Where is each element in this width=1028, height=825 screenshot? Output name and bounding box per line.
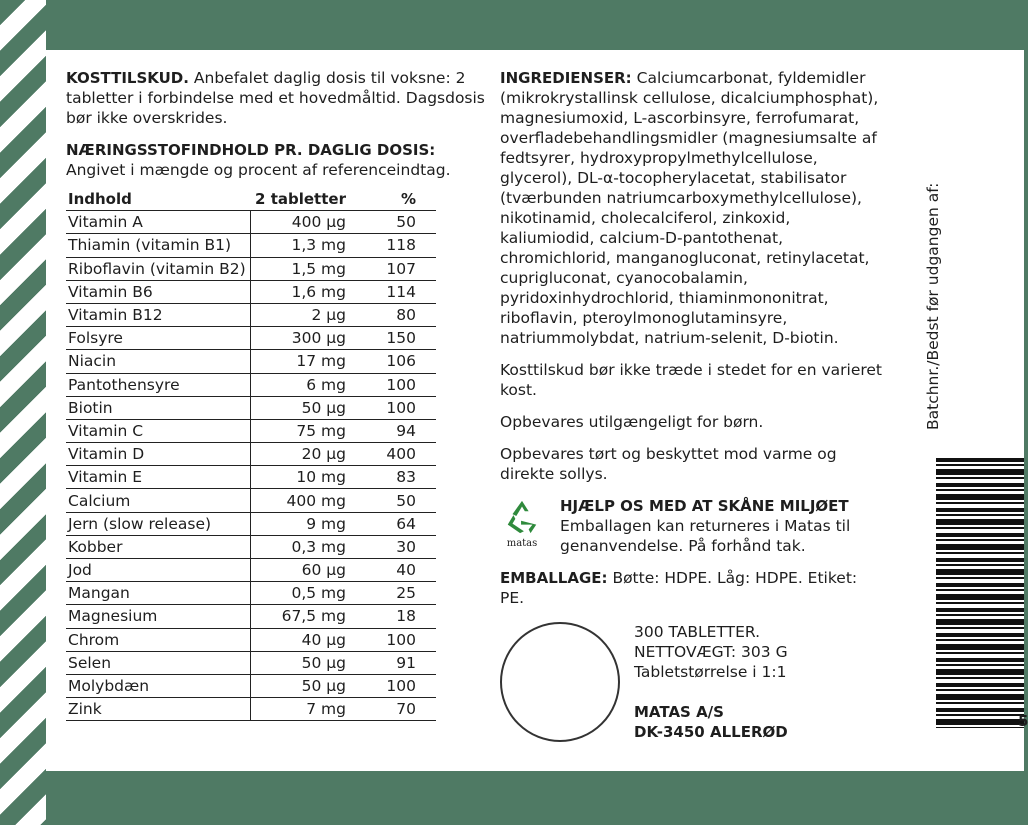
recycle-text-block bbox=[560, 496, 880, 556]
nutrient-amount: 10 mg bbox=[251, 466, 352, 489]
company-address: DK-3450 ALLERØD bbox=[634, 723, 788, 741]
barcode-digit: 5 bbox=[1018, 712, 1028, 730]
nutrient-amount: 75 mg bbox=[251, 419, 352, 442]
warning-children: Opbevares utilgængeligt for børn. bbox=[500, 413, 764, 431]
tablet-info bbox=[634, 622, 788, 682]
ingredients-heading: INGREDIENSER: bbox=[500, 69, 632, 87]
nutrient-name: Molybdæn bbox=[66, 674, 251, 697]
nutrient-amount: 50 µg bbox=[251, 396, 352, 419]
nutrient-name: Chrom bbox=[66, 628, 251, 651]
recycle-icon bbox=[503, 498, 541, 536]
nutrient-name: Folsyre bbox=[66, 327, 251, 350]
nutrient-name: Biotin bbox=[66, 396, 251, 419]
table-row bbox=[66, 582, 436, 605]
table-row bbox=[66, 466, 436, 489]
nutrient-percent: 100 bbox=[352, 628, 436, 651]
nutrient-percent: 94 bbox=[352, 419, 436, 442]
nutrient-percent: 91 bbox=[352, 651, 436, 674]
table-row bbox=[66, 211, 436, 234]
table-row bbox=[66, 327, 436, 350]
nutrient-amount: 400 mg bbox=[251, 489, 352, 512]
table-row bbox=[66, 419, 436, 442]
nutrient-amount: 1,5 mg bbox=[251, 257, 352, 280]
nutrient-name: Jod bbox=[66, 559, 251, 582]
table-row bbox=[66, 350, 436, 373]
company-name: MATAS A/S bbox=[634, 703, 724, 721]
nutrient-amount: 2 µg bbox=[251, 303, 352, 326]
nutrient-percent: 25 bbox=[352, 582, 436, 605]
nutrient-amount: 6 mg bbox=[251, 373, 352, 396]
header-content: Indhold bbox=[66, 188, 251, 211]
nutrient-name: Riboflavin (vitamin B2) bbox=[66, 257, 251, 280]
packaging-text: Bøtte: HDPE. Låg: HDPE. Etiket: PE. bbox=[500, 569, 858, 607]
nutrient-name: Selen bbox=[66, 651, 251, 674]
nutrient-amount: 67,5 mg bbox=[251, 605, 352, 628]
nutrient-name: Jern (slow release) bbox=[66, 512, 251, 535]
nutrient-percent: 400 bbox=[352, 443, 436, 466]
nutrient-amount: 0,3 mg bbox=[251, 535, 352, 558]
table-row bbox=[66, 651, 436, 674]
header-percent: % bbox=[352, 188, 436, 211]
table-row bbox=[66, 489, 436, 512]
recycle-logo bbox=[500, 498, 544, 554]
product-label bbox=[46, 50, 1028, 771]
table-row bbox=[66, 303, 436, 326]
nutrient-amount: 20 µg bbox=[251, 443, 352, 466]
nutrient-name: Magnesium bbox=[66, 605, 251, 628]
nutrient-name: Vitamin D bbox=[66, 443, 251, 466]
nutrient-subheading: Angivet i mængde og procent af referenceindtag. bbox=[66, 161, 451, 179]
ingredients-paragraph bbox=[500, 68, 882, 348]
nutrient-amount: 40 µg bbox=[251, 628, 352, 651]
nutrient-amount: 0,5 mg bbox=[251, 582, 352, 605]
left-column bbox=[66, 68, 486, 721]
nutrient-amount: 1,6 mg bbox=[251, 280, 352, 303]
nutrient-name: Vitamin E bbox=[66, 466, 251, 489]
nutrient-percent: 83 bbox=[352, 466, 436, 489]
matas-logo-text: matas bbox=[506, 538, 538, 549]
table-row bbox=[66, 396, 436, 419]
table-row bbox=[66, 628, 436, 651]
nutrient-table-body bbox=[66, 211, 436, 721]
ingredients-text: Calciumcarbonat, fyldemidler (mikrokrystallinsk cellulose, dicalciumphosphat), magnesiumoxid, L-ascorbinsyre, ferrofumarat, overfladebehandlingsmidler (magnesiumsalte af fedtsyrer, hydroxypropylmethylcellulose, glycerol), DL-α-tocopherylacetat, stabilisator (tværbunden natriumcarboxymethylcellulose), nikotinamid, cholecalciferol, zinkoxid, kaliumiodid, calcium-D-pantothenat, chromichlorid, manganogluconat, retinylacetat, cuprigluconat, cyanocobalamin, pyridoxinhydrochlorid, thiaminmononitrat, riboflavin, pteroylmonoglutaminsyre, natriummolybdat, natrium-selenit, D-biotin. bbox=[500, 69, 879, 347]
nutrient-percent: 40 bbox=[352, 559, 436, 582]
nutrient-percent: 50 bbox=[352, 489, 436, 512]
nutrient-amount: 400 µg bbox=[251, 211, 352, 234]
intro-paragraph bbox=[66, 68, 486, 128]
nutrient-percent: 100 bbox=[352, 373, 436, 396]
nutrient-amount: 60 µg bbox=[251, 559, 352, 582]
nutrient-amount: 50 µg bbox=[251, 651, 352, 674]
nutrient-percent: 118 bbox=[352, 234, 436, 257]
recycle-heading: HJÆLP OS MED AT SKÅNE MILJØET bbox=[560, 497, 849, 515]
nutrient-name: Vitamin C bbox=[66, 419, 251, 442]
recycle-block bbox=[500, 496, 882, 560]
warning-storage: Opbevares tørt og beskyttet mod varme og direkte sollys. bbox=[500, 445, 837, 483]
table-row bbox=[66, 373, 436, 396]
nutrient-percent: 114 bbox=[352, 280, 436, 303]
nutrient-percent: 106 bbox=[352, 350, 436, 373]
nutrient-percent: 30 bbox=[352, 535, 436, 558]
nutrient-name: Zink bbox=[66, 698, 251, 721]
recycle-text: Emballagen kan returneres i Matas til genanvendelse. På forhånd tak. bbox=[560, 517, 851, 555]
table-row bbox=[66, 535, 436, 558]
table-row bbox=[66, 698, 436, 721]
header-amount: 2 tabletter bbox=[251, 188, 352, 211]
nutrient-name: Mangan bbox=[66, 582, 251, 605]
nutrient-amount: 50 µg bbox=[251, 674, 352, 697]
striped-border bbox=[0, 0, 46, 825]
nutrient-percent: 50 bbox=[352, 211, 436, 234]
nutrient-percent: 70 bbox=[352, 698, 436, 721]
nutrient-amount: 17 mg bbox=[251, 350, 352, 373]
nutrient-amount: 9 mg bbox=[251, 512, 352, 535]
table-row bbox=[66, 674, 436, 697]
table-row bbox=[66, 605, 436, 628]
packaging-heading: EMBALLAGE: bbox=[500, 569, 608, 587]
nutrient-name: Niacin bbox=[66, 350, 251, 373]
barcode bbox=[936, 458, 1024, 728]
middle-column bbox=[500, 68, 882, 620]
nutrient-amount: 1,3 mg bbox=[251, 234, 352, 257]
warning-variety: Kosttilskud bør ikke træde i stedet for en varieret kost. bbox=[500, 361, 883, 399]
nutrient-percent: 100 bbox=[352, 396, 436, 419]
table-header-row bbox=[66, 188, 436, 211]
tablet-count: 300 TABLETTER. bbox=[634, 623, 761, 641]
nutrient-name: Vitamin B12 bbox=[66, 303, 251, 326]
nutrient-percent: 150 bbox=[352, 327, 436, 350]
nutrient-name: Kobber bbox=[66, 535, 251, 558]
nutrient-heading: NÆRINGSSTOFINDHOLD PR. DAGLIG DOSIS: bbox=[66, 141, 436, 159]
nutrient-percent: 107 bbox=[352, 257, 436, 280]
intro-heading: KOSTTILSKUD. bbox=[66, 69, 189, 87]
net-weight: NETTOVÆGT: 303 G bbox=[634, 643, 788, 661]
tablet-size-note: Tabletstørrelse i 1:1 bbox=[634, 663, 787, 681]
packaging-paragraph bbox=[500, 568, 882, 608]
table-row bbox=[66, 257, 436, 280]
nutrient-percent: 64 bbox=[352, 512, 436, 535]
table-row bbox=[66, 512, 436, 535]
nutrient-name: Vitamin B6 bbox=[66, 280, 251, 303]
tablet-size-circle bbox=[500, 622, 620, 742]
nutrient-name: Thiamin (vitamin B1) bbox=[66, 234, 251, 257]
nutrient-percent: 18 bbox=[352, 605, 436, 628]
nutrient-name: Pantothensyre bbox=[66, 373, 251, 396]
nutrient-percent: 80 bbox=[352, 303, 436, 326]
table-row bbox=[66, 234, 436, 257]
nutrient-name: Vitamin A bbox=[66, 211, 251, 234]
table-row bbox=[66, 280, 436, 303]
nutrient-table bbox=[66, 188, 436, 721]
batch-label: Batchnr./Bedst før udgangen af: bbox=[924, 182, 942, 430]
nutrient-name: Calcium bbox=[66, 489, 251, 512]
nutrient-percent: 100 bbox=[352, 674, 436, 697]
table-row bbox=[66, 559, 436, 582]
table-row bbox=[66, 443, 436, 466]
nutrient-amount: 300 µg bbox=[251, 327, 352, 350]
company-info bbox=[634, 702, 788, 742]
intro-text: Anbefalet daglig dosis til voksne: 2 tabletter i forbindelse med et hovedmåltid. Dagsdosis bør ikke overskrides. bbox=[66, 69, 485, 127]
nutrient-amount: 7 mg bbox=[251, 698, 352, 721]
